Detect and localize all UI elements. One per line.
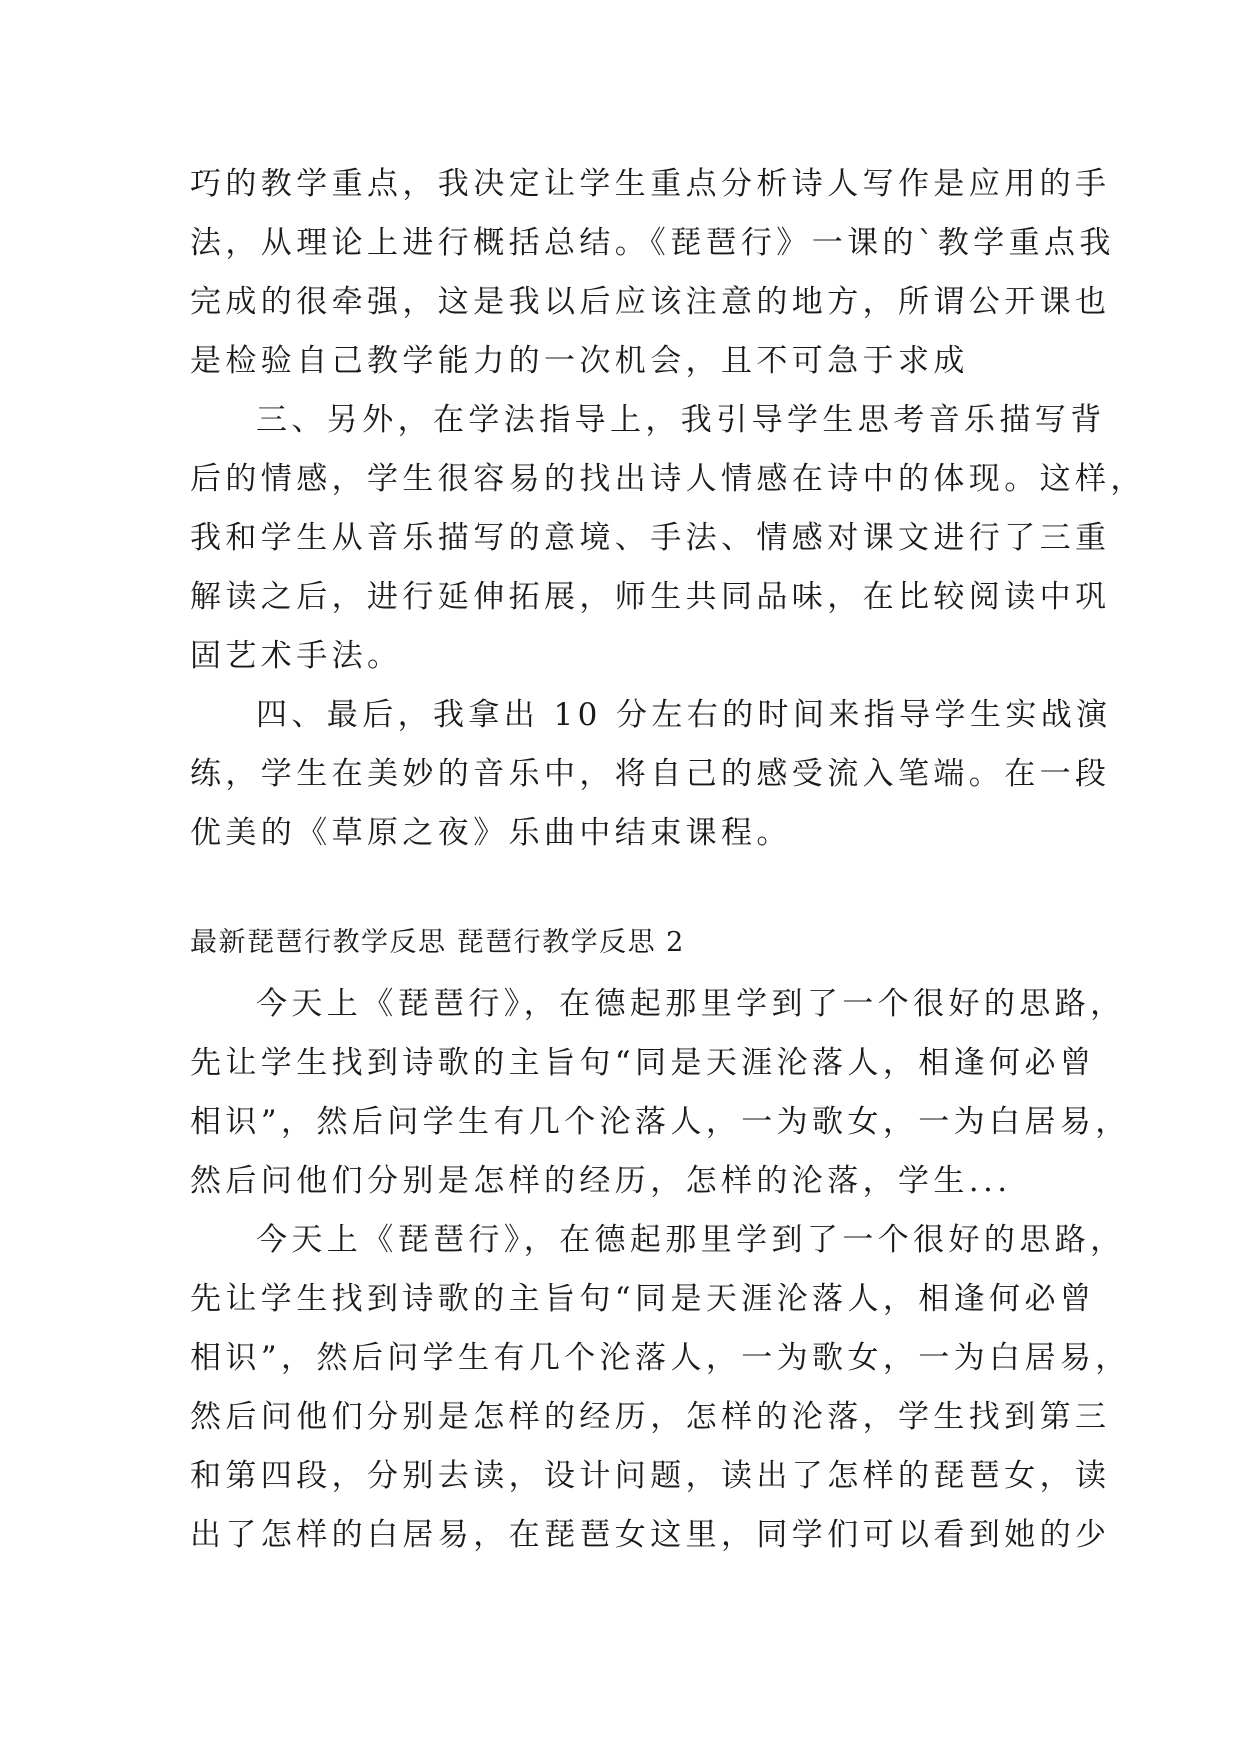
text-line: 完成的很牵强，这是我以后应该注意的地方，所谓公开课也	[190, 284, 1111, 320]
paragraph-point-four	[190, 686, 1112, 863]
text-line: 优美的《草原之夜》乐曲中结束课程。	[190, 815, 792, 851]
text-line: 然后问他们分别是怎样的经历，怎样的沦落，学生找到第三	[190, 1399, 1111, 1435]
text-line: 解读之后，进行延伸拓展，师生共同品味，在比较阅读中巩	[190, 579, 1111, 615]
text-line: 固艺术手法。	[190, 638, 403, 674]
text-line: 今天上《琵琶行》，在德起那里学到了一个很好的思路，	[256, 1222, 1126, 1258]
text-line: 然后问他们分别是怎样的经历，怎样的沦落，学生...	[190, 1163, 1012, 1199]
text-line: 先让学生找到诗歌的主旨句“同是天涯沦落人，相逢何必曾	[190, 1281, 1096, 1317]
text-line: 和第四段，分别去读，设计问题，读出了怎样的琵琶女，读	[190, 1458, 1111, 1494]
text-line: 先让学生找到诗歌的主旨句“同是天涯沦落人，相逢何必曾	[190, 1045, 1096, 1081]
text-line: 法，从理论上进行概括总结。《琵琶行》一课的`教学重点我	[190, 225, 1115, 261]
text-line: 今天上《琵琶行》，在德起那里学到了一个很好的思路，	[256, 986, 1126, 1022]
text-line: 出了怎样的白居易，在琵琶女这里，同学们可以看到她的少	[190, 1517, 1111, 1553]
text-line: 巧的教学重点，我决定让学生重点分析诗人写作是应用的手	[190, 166, 1111, 202]
text-line: 相识”，然后问学生有几个沦落人，一为歌女，一为白居易，	[190, 1340, 1131, 1376]
text-line: 四、最后，我拿出 10 分左右的时间来指导学生实战演	[256, 697, 1112, 733]
text-line: 是检验自己教学能力的一次机会，且不可急于求成	[190, 343, 969, 379]
section-gap	[190, 863, 1050, 923]
section-heading: 最新琵琶行教学反思 琵琶行教学反思 2	[190, 927, 685, 958]
text-line: 相识”，然后问学生有几个沦落人，一为歌女，一为白居易，	[190, 1104, 1131, 1140]
text-line: 三、另外，在学法指导上，我引导学生思考音乐描写背	[256, 402, 1106, 438]
text-line: 后的情感，学生很容易的找出诗人情感在诗中的体现。这样，	[190, 461, 1146, 497]
text-line: 我和学生从音乐描写的意境、手法、情感对课文进行了三重	[190, 520, 1111, 556]
document-body	[190, 155, 1146, 1565]
paragraph-continuation	[190, 155, 1115, 391]
paragraph-point-three	[190, 391, 1146, 686]
paragraph-summary	[190, 975, 1131, 1211]
paragraph-full	[190, 1211, 1131, 1565]
text-line: 练，学生在美妙的音乐中，将自己的感受流入笔端。在一段	[190, 756, 1111, 792]
